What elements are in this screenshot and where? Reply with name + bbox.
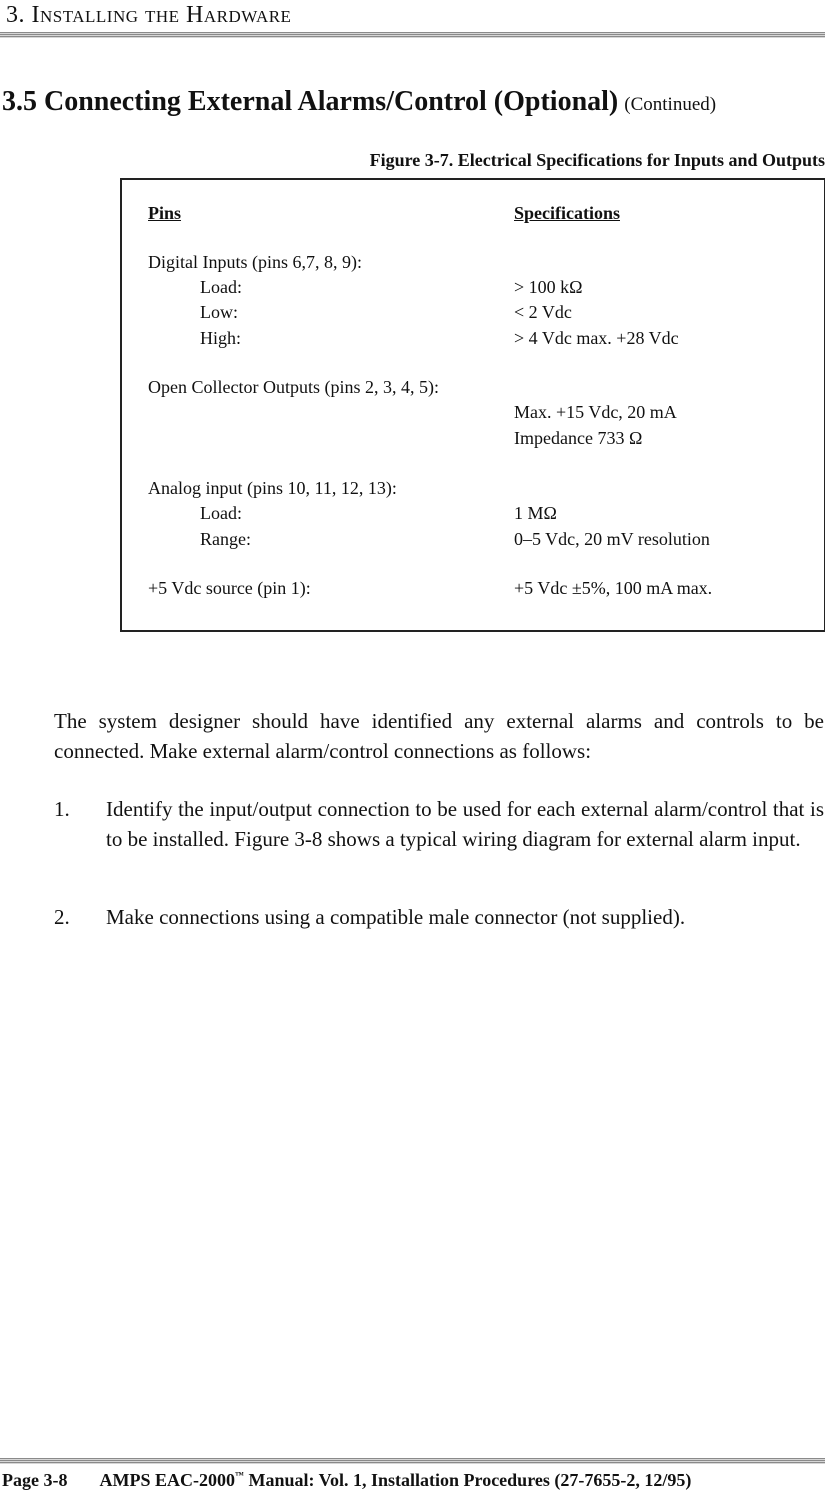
digital-high-label: High: [200,328,242,348]
collector-outputs-title: Open Collector Outputs (pins 2, 3, 4, 5): [148,377,439,397]
page-number: Page 3-8 [2,1470,68,1490]
analog-range-value: 0–5 Vdc, 20 mV resolution [514,529,710,549]
digital-load-label: Load: [200,277,242,297]
header-rule [0,32,825,38]
chapter-heading: 3. Installing the Hardware [6,2,292,28]
manual-details: Manual: Vol. 1, Installation Procedures (27-7655-2, 12/95) [243,1470,692,1490]
list-item [54,902,824,932]
digital-load-value: > 100 kΩ [514,277,583,297]
trademark-symbol: ™ [234,1470,244,1480]
manual-name: AMPS EAC-2000 [99,1470,235,1490]
continued-label: (Continued) [624,94,717,115]
pins-header: Pins [148,203,182,223]
list-item-text: Identify the input/output connection to be used for each external alarm/control that is to be installed. Figure 3-8 shows a typical wiring diagram for external alarm input. [106,797,824,851]
analog-input-title: Analog input (pins 10, 11, 12, 13): [148,478,397,498]
collector-spec-impedance: Impedance 733 Ω [514,428,643,448]
digital-low-value: < 2 Vdc [514,302,572,322]
intro-paragraph: The system designer should have identified any external alarms and controls to be connected. Make external alarm/control connections as follows: [54,709,824,763]
specs-header: Specifications [514,203,620,223]
digital-high-value: > 4 Vdc max. +28 Vdc [514,328,679,348]
footer-rule [0,1458,825,1464]
list-item [54,794,824,854]
section-title-text: 3.5 Connecting External Alarms/Control (Optional) [2,86,619,117]
analog-load-label: Load: [200,503,242,523]
collector-spec-max: Max. +15 Vdc, 20 mA [514,402,677,422]
figure-caption: Figure 3-7. Electrical Specifications for Inputs and Outputs [369,150,825,170]
spec-table-box [120,178,825,632]
digital-inputs-title: Digital Inputs (pins 6,7, 8, 9): [148,252,362,272]
digital-low-label: Low: [200,302,238,322]
list-item-text: Make connections using a compatible male connector (not supplied). [106,905,686,929]
section-title [2,86,716,118]
analog-range-label: Range: [200,529,251,549]
list-item-number: 2. [54,905,70,929]
source-label: +5 Vdc source (pin 1): [148,578,311,598]
page-footer [2,1470,691,1491]
list-item-number: 1. [54,797,70,821]
analog-load-value: 1 MΩ [514,503,557,523]
source-value: +5 Vdc ±5%, 100 mA max. [514,578,713,598]
